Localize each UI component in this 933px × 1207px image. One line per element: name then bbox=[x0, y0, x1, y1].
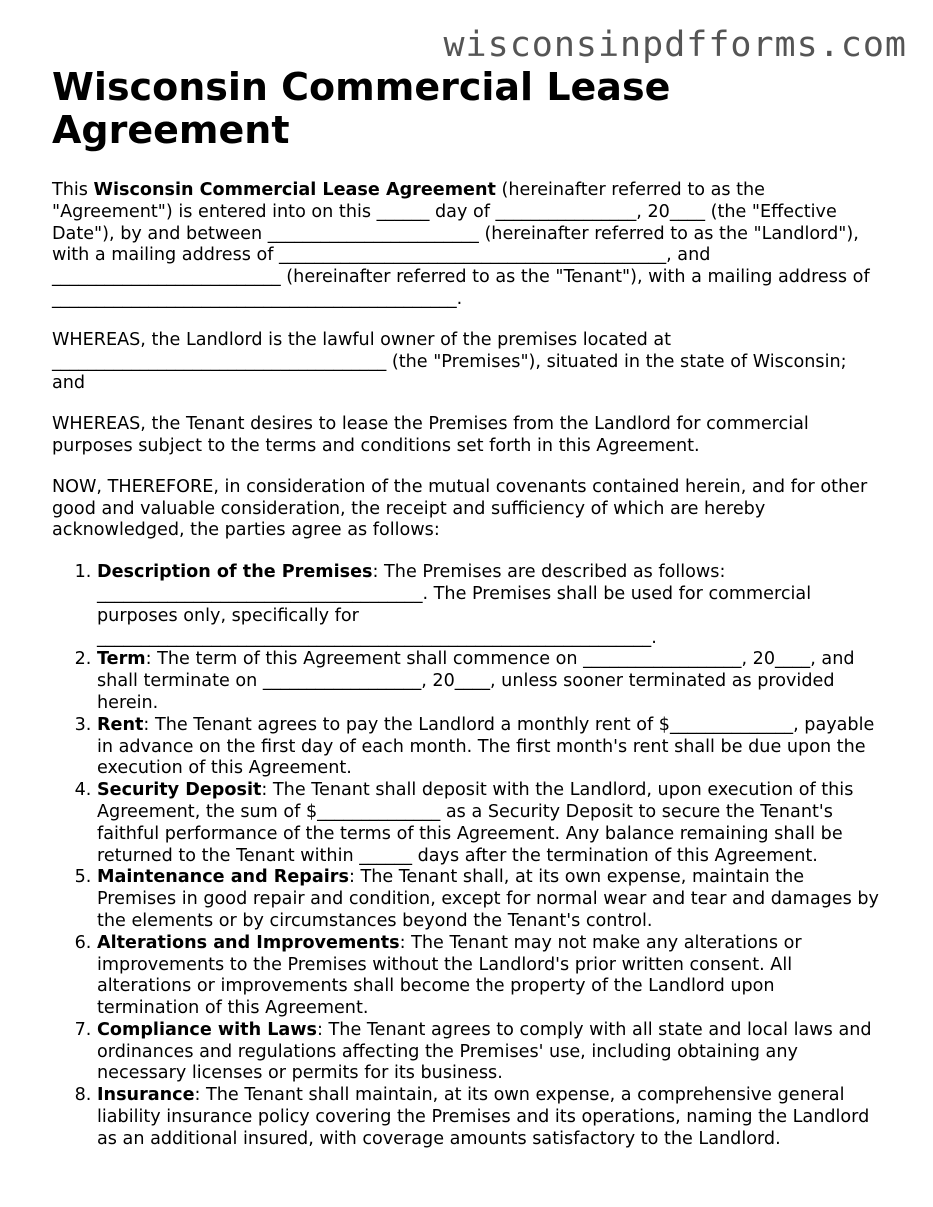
term-item-description bbox=[97, 562, 882, 649]
terms-list bbox=[52, 562, 882, 1151]
term-title: Security Deposit bbox=[97, 780, 262, 801]
intro-paragraph bbox=[52, 180, 882, 311]
intro-body: (hereinafter referred to as the "Agreement") is entered into on this ______ day of ________________, 20____ (the "Effective Date"), by and between ________________________ (hereinafter referred to as the "Landlord"), with a mailing address of ____________________________________________, and __________________________ (hereinafter referred to as the "Tenant"), with a mailing address of ______________________________________________. bbox=[52, 180, 870, 309]
term-text: : The Tenant agrees to pay the Landlord a monthly rent of $______________, payable in advance on the first day of each month. The first month's rent shall be due upon the execution of this Agreement. bbox=[97, 714, 875, 779]
term-item-rent bbox=[97, 715, 882, 780]
term-text: : The Tenant shall, at its own expense, maintain the Premises in good repair and condition, except for normal wear and tear and damages by the elements or by circumstances beyond the Tenant's control. bbox=[97, 867, 879, 931]
intro-agreement-name: Wisconsin Commercial Lease Agreement bbox=[93, 180, 496, 200]
term-item-term bbox=[97, 649, 882, 714]
term-title: Maintenance and Repairs bbox=[97, 867, 349, 888]
term-item-compliance bbox=[97, 1020, 882, 1085]
term-title: Description of the Premises bbox=[97, 562, 373, 583]
site-watermark: wisconsinpdfforms.com bbox=[443, 25, 907, 65]
whereas-landlord-paragraph: WHEREAS, the Landlord is the lawful owner of the premises located at ______________________________________ (the "Premises"), situated in the state of Wisconsin; and bbox=[52, 329, 847, 394]
whereas-tenant-paragraph: WHEREAS, the Tenant desires to lease the Premises from the Landlord for commercial purposes subject to the terms and conditions set forth in this Agreement. bbox=[52, 414, 809, 456]
term-item-security-deposit bbox=[97, 780, 882, 867]
term-text: : The Tenant may not make any alterations or improvements to the Premises without the Landlord's prior written consent. All alterations or improvements shall become the property of the Landlord upon termination of this Agreement. bbox=[97, 932, 802, 1019]
term-text: : The Tenant shall maintain, at its own expense, a comprehensive general liability insurance policy covering the Premises and its operations, naming the Landlord as an additional insured, with coverage amounts satisfactory to the Landlord. bbox=[97, 1085, 870, 1149]
term-title: Insurance bbox=[97, 1085, 195, 1106]
document-title: Wisconsin Commercial Lease Agreement bbox=[52, 65, 671, 152]
term-text: : The Premises are described as follows: _____________________________________. The Premises shall be used for commercial purposes only, specifically for _______________________________________________________________. bbox=[97, 562, 812, 648]
term-title: Compliance with Laws bbox=[97, 1019, 318, 1040]
term-title: Term bbox=[97, 649, 146, 670]
term-item-maintenance bbox=[97, 867, 882, 932]
term-item-alterations bbox=[97, 933, 882, 1020]
term-text: : The Tenant agrees to comply with all state and local laws and ordinances and regulations affecting the Premises' use, including obtaining any necessary licenses or permits for its business. bbox=[97, 1019, 872, 1084]
now-therefore-paragraph: NOW, THEREFORE, in consideration of the mutual covenants contained herein, and for other good and valuable consideration, the receipt and sufficiency of which are hereby acknowledged, the parties agree as follows: bbox=[52, 476, 868, 541]
term-text: : The Tenant shall deposit with the Landlord, upon execution of this Agreement, the sum of $______________ as a Security Deposit to secure the Tenant's faithful performance of the terms of this Agreement. Any balance remaining shall be returned to the Tenant within ______ days after the termination of this Agreement. bbox=[97, 780, 854, 866]
term-item-insurance bbox=[97, 1085, 882, 1150]
term-title: Alterations and Improvements bbox=[97, 932, 400, 953]
term-text: : The term of this Agreement shall commence on __________________, 20____, and shall terminate on __________________, 20____, unless sooner terminated as provided herein. bbox=[97, 649, 855, 713]
term-title: Rent bbox=[97, 714, 144, 735]
document-page bbox=[52, 66, 882, 1151]
intro-lead: This bbox=[52, 180, 94, 200]
